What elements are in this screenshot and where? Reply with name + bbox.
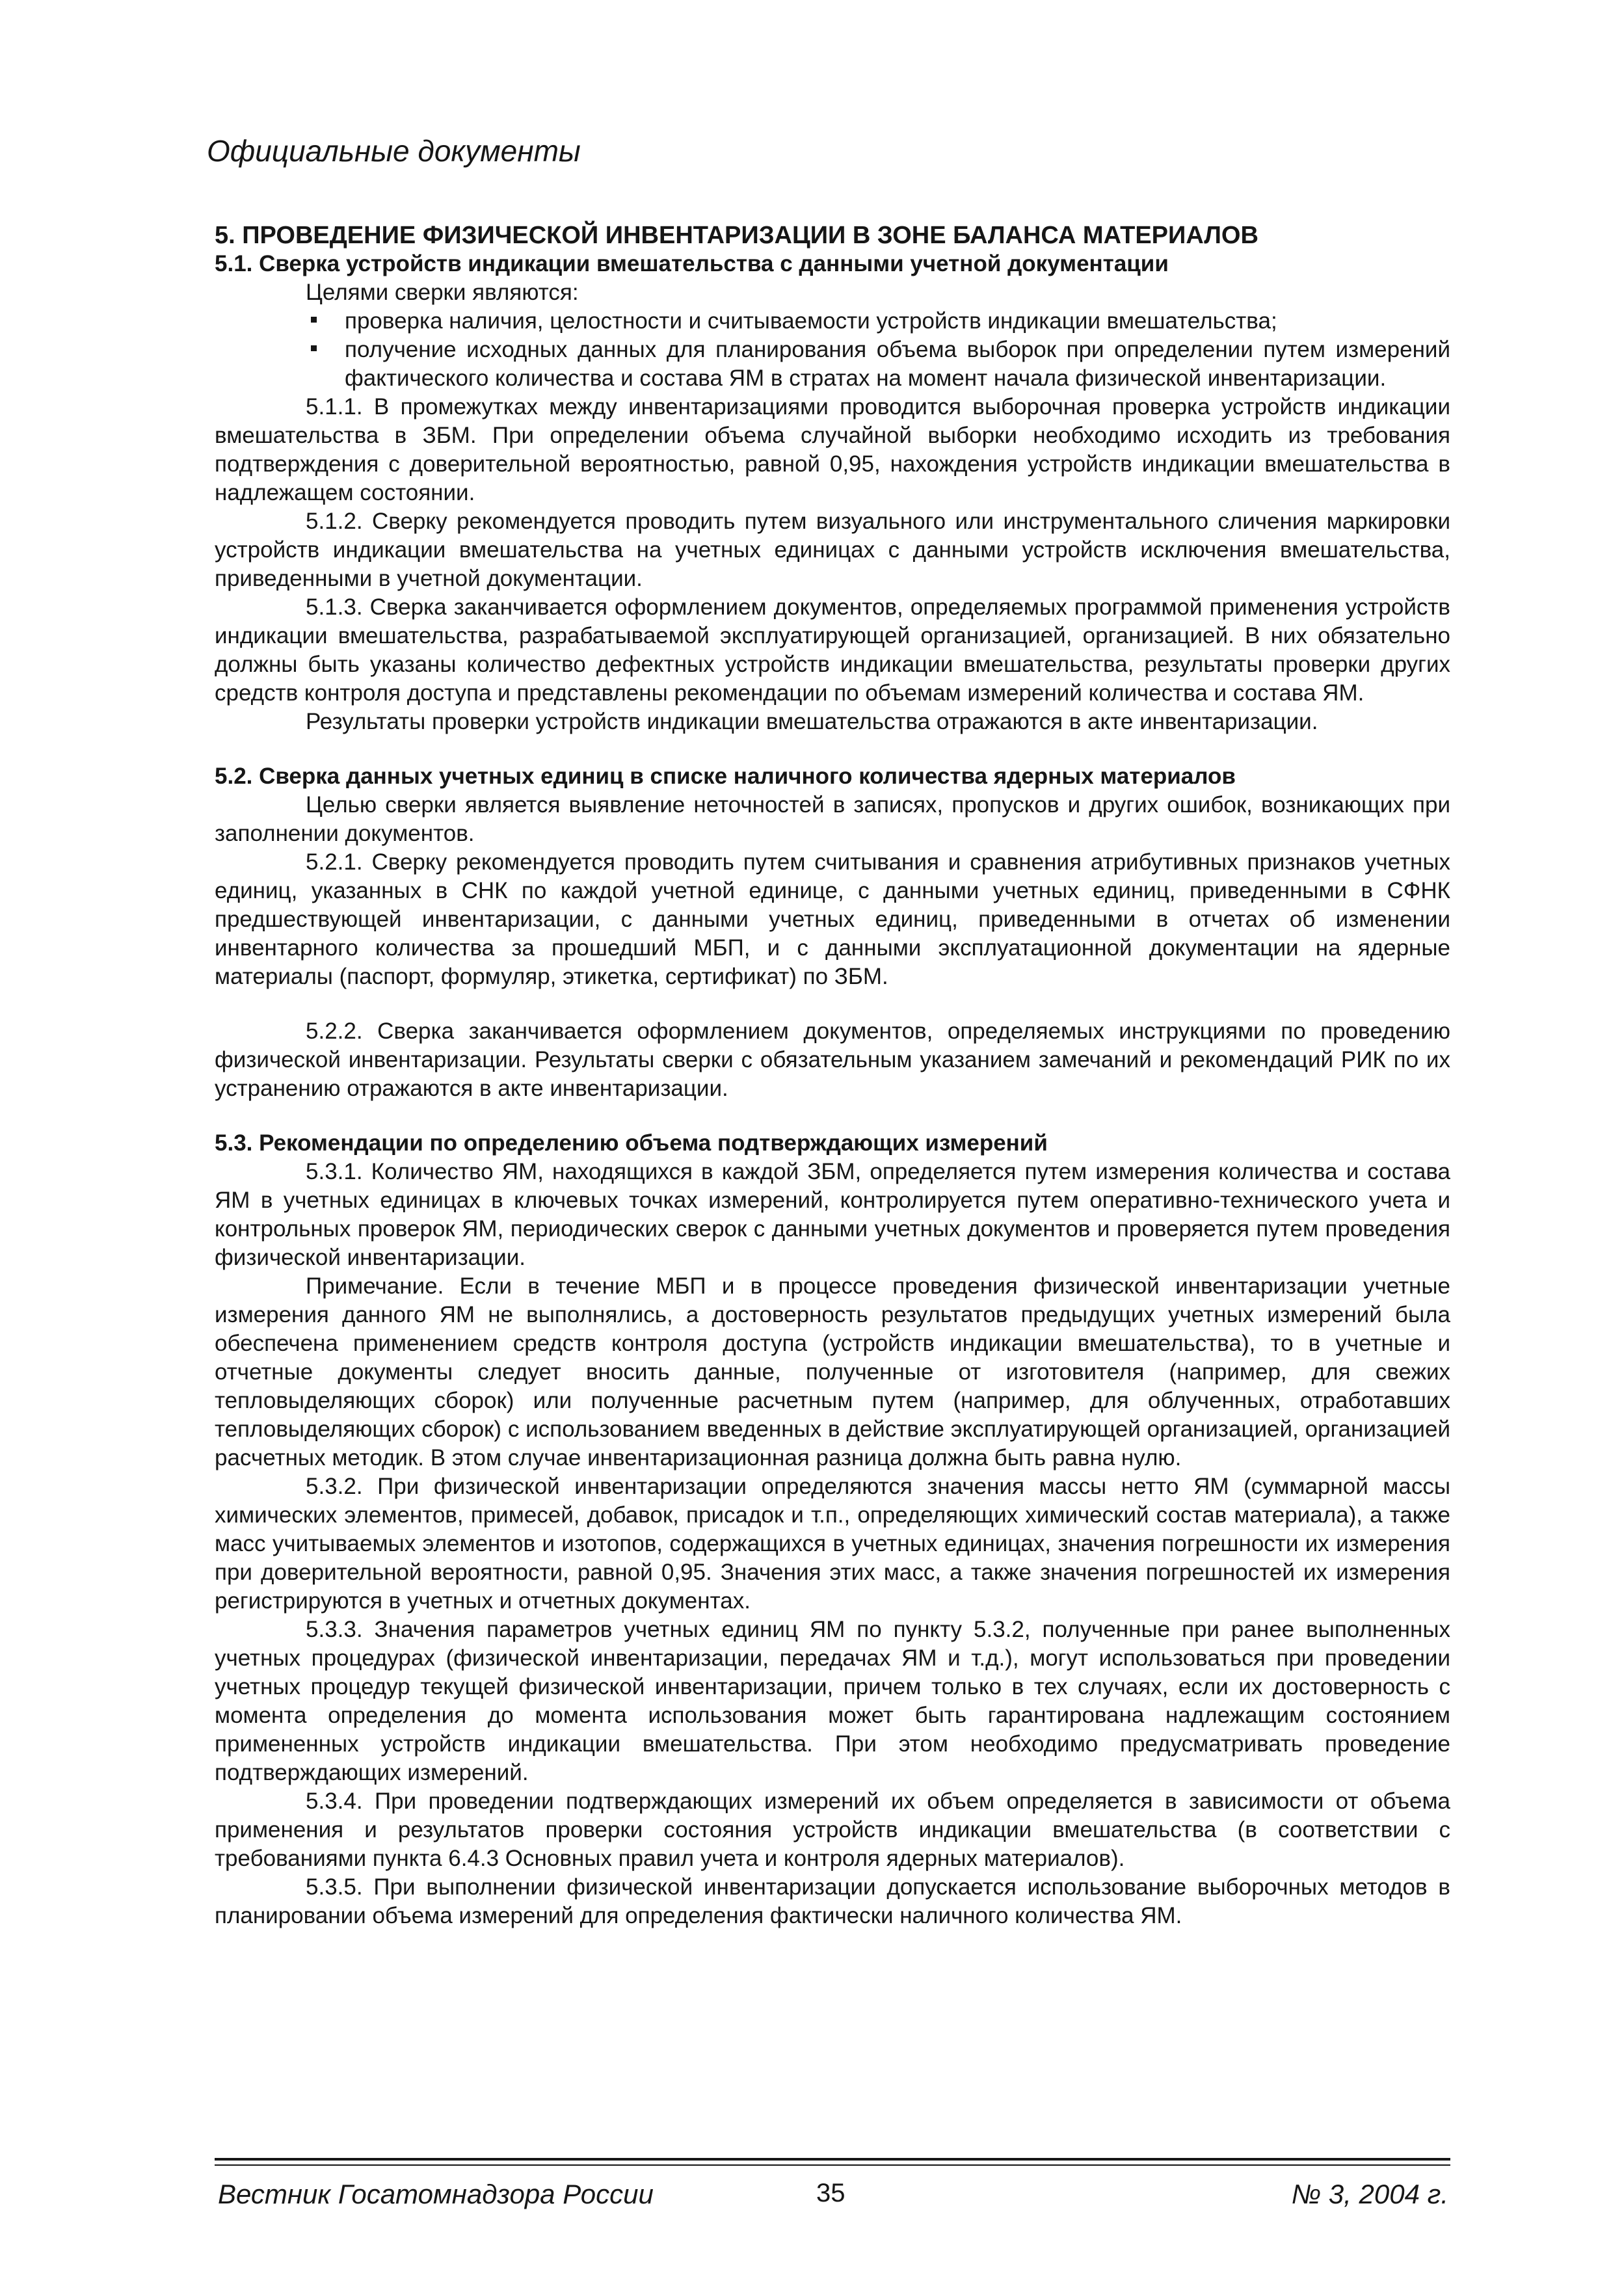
subsection-title-5-3: 5.3. Рекомендации по определению объема подтверждающих измерений (215, 1130, 1048, 1156)
paragraph-5-2-1: 5.2.1. Сверку рекомендуется проводить путем считывания и сравнения атрибутивных признаков учетных единиц, указанных в СНК по каждой учетной единице, с данными учетных единиц, приведенными в СФНК предшествующей инвентаризации, с данными учетных единиц, приведенными в отчетах об изменении инвентарного количества за прошедший МБП, и с данными эксплуатационной документации на ядерные материалы (паспорт, формуляр, этикетка, сертификат) по ЗБМ. (215, 849, 1450, 989)
bullet-list (215, 307, 1450, 393)
running-header: Официальные документы (207, 134, 581, 168)
subsection-title-5-2: 5.2. Сверка данных учетных единиц в списке наличного количества ядерных материалов (215, 764, 1236, 789)
paragraph-5-3-1: 5.3.1. Количество ЯМ, находящихся в каждой ЗБМ, определяется путем измерения количества и состава ЯМ в учетных единицах в ключевых точках измерений, контролируется путем оперативно-технического учета и контрольных проверок ЯМ, периодических сверок с данными учетных документов и проверяется путем проведения физической инвентаризации. (215, 1159, 1450, 1270)
paragraph-5-3-4: 5.3.4. При проведении подтверждающих измерений их объем определяется в зависимости от объема применения и результатов проверки состояния устройств индикации вмешательства (в соответствии с требованиями пункта 6.4.3 Основных правил учета и контроля ядерных материалов). (215, 1789, 1450, 1871)
paragraph-5-2-2: 5.2.2. Сверка заканчивается оформлением документов, определяемых инструкциями по проведению физической инвентаризации. Результаты сверки с обязательным указанием замечаний и рекомендаций РИК по их устранению отражаются в акте инвентаризации. (215, 1018, 1450, 1101)
document-body (215, 221, 1450, 1930)
list-item-text: получение исходных данных для планирования объема выборок при определении путем измерений фактического количества и состава ЯМ в стратах на момент начала физической инвентаризации. (345, 337, 1450, 391)
footer-issue: № 3, 2004 г. (1291, 2179, 1448, 2209)
paragraph-5-1-1: 5.1.1. В промежутках между инвентаризациями проводится выборочная проверка устройств индикации вмешательства в ЗБМ. При определении объема случайной выборки необходимо исходить из требования подтверждения с доверительной вероятностью, равной 0,95, нахождения устройств индикации вмешательства в надлежащем состоянии. (215, 394, 1450, 505)
footer-journal-title: Вестник Госатомнадзора России (218, 2179, 654, 2209)
footer-rule (215, 2158, 1450, 2161)
paragraph-intro: Целями сверки являются: (306, 280, 579, 305)
paragraph-5-3-5: 5.3.5. При выполнении физической инвентаризации допускается использование выборочных методов в планировании объема измерений для определения фактически наличного количества ЯМ. (215, 1874, 1450, 1928)
paragraph-5-1-results: Результаты проверки устройств индикации вмешательства отражаются в акте инвентаризации. (306, 709, 1318, 734)
bullet-icon (311, 345, 317, 351)
list-item (306, 336, 1450, 393)
paragraph-5-3-2: 5.3.2. При физической инвентаризации определяются значения массы нетто ЯМ (суммарной массы химических элементов, примесей, добавок, присадок и т.п., определяющих химический состав материала), а также масс учитываемых элементов и изотопов, содержащихся в учетных единицах, значения погрешности их измерения при доверительной вероятности, равной 0,95. Значения этих масс, а также значения погрешностей их измерения регистрируются в учетных и отчетных документах. (215, 1474, 1450, 1614)
subsection-title-5-1: 5.1. Сверка устройств индикации вмешательства с данными учетной документации (215, 251, 1169, 276)
footer-rule (215, 2164, 1450, 2166)
paragraph-5-3-3: 5.3.3. Значения параметров учетных единиц ЯМ по пункту 5.3.2, полученные при ранее выполненных учетных процедурах (физической инвентаризации, передачах ЯМ и т.д.), могут использоваться при проведении учетных процедур текущей физической инвентаризации, причем только в тех случаях, если их достоверность с момента определения до момента использования может быть гарантирована надлежащим состоянием примененных устройств индикации вмешательства. При этом необходимо предусматривать проведение подтверждающих измерений. (215, 1617, 1450, 1785)
list-item-text: проверка наличия, целостности и считываемости устройств индикации вмешательства; (345, 308, 1277, 334)
paragraph-5-1-2: 5.1.2. Сверку рекомендуется проводить путем визуального или инструментального сличения маркировки устройств индикации вмешательства на учетных единицах с данными устройств исключения вмешательства, приведенными в учетной документации. (215, 509, 1450, 591)
paragraph-5-1-3: 5.1.3. Сверка заканчивается оформлением документов, определяемых программой применения устройств индикации вмешательства, разрабатываемой эксплуатирующей организацией, организацией. В них обязательно должны быть указаны количество дефектных устройств индикации вмешательства, результаты проверки других средств контроля доступа и представлены рекомендации по объемам измерений количества и состава ЯМ. (215, 594, 1450, 706)
paragraph-5-2-goal: Целью сверки является выявление неточностей в записях, пропусков и других ошибок, возникающих при заполнении документов. (215, 792, 1450, 846)
page-number: 35 (816, 2179, 845, 2207)
list-item (306, 307, 1450, 336)
section-title: 5. ПРОВЕДЕНИЕ ФИЗИЧЕСКОЙ ИНВЕНТАРИЗАЦИИ В ЗОНЕ БАЛАНСА МАТЕРИАЛОВ (215, 222, 1258, 249)
bullet-icon (311, 317, 317, 323)
paragraph-note: Примечание. Если в течение МБП и в процессе проведения физической инвентаризации учетные измерения данного ЯМ не выполнялись, а достоверность результатов предыдущих учетных измерений была обеспечена применением средств контроля доступа (устройств индикации вмешательства), то в учетные и отчетные документы следует вносить данные, полученные от изготовителя (например, для свежих тепловыделяющих сборок) или полученные расчетным путем (например, для облученных, отработавших тепловыделяющих сборок) с использованием введенных в действие эксплуатирующей организацией, организацией расчетных методик. В этом случае инвентаризационная разница должна быть равна нулю. (215, 1273, 1450, 1470)
